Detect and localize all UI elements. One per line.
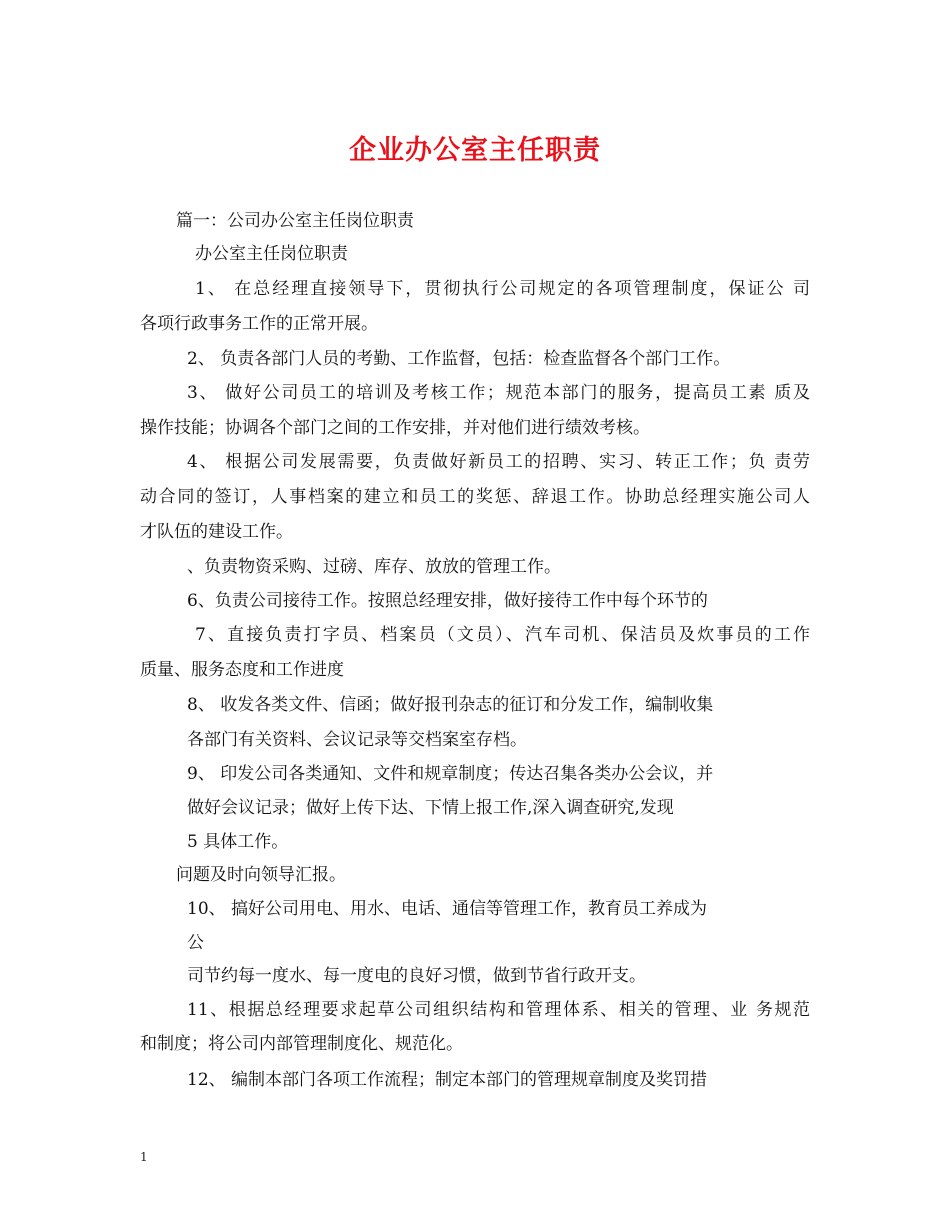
text-line: 问题及时向领导汇报。: [176, 865, 346, 885]
text-line: 才队伍的建设工作。: [140, 522, 293, 542]
text-line: 10、 搞好公司用电、用水、电话、通信等管理工作，教育员工养成为: [187, 899, 708, 919]
text-line: 各部门有关资料、会议记录等交档案室存档。: [187, 730, 527, 750]
text-line: 5 具体工作。: [187, 832, 289, 852]
text-line: 6、负责公司接待工作。按照总经理安排，做好接待工作中每个环节的: [187, 591, 708, 611]
text-line: 9、 印发公司各类通知、文件和规章制度；传达召集各类办公会议，并: [187, 764, 714, 784]
text-line: 各项行政事务工作的正常开展。: [140, 314, 378, 334]
text-line: 11、根据总经理要求起草公司组织结构和管理体系、相关的管理、业 务规范: [187, 1000, 810, 1020]
text-line: 、负责物资采购、过磅、库存、放放的管理工作。: [187, 557, 561, 577]
text-line: 8、 收发各类文件、信函；做好报刊杂志的征订和分发工作，编制收集: [187, 695, 714, 715]
text-line: 1、 在总经理直接领导下，贯彻执行公司规定的各项管理制度，保证公 司: [195, 279, 810, 299]
text-line: 质量、服务态度和工作进度: [140, 660, 344, 680]
text-line: 和制度；将公司内部管理制度化、规范化。: [140, 1034, 463, 1054]
text-line: 篇一：公司办公室主任岗位职责: [176, 211, 414, 231]
text-line: 2、 负责各部门人员的考勤、工作监督，包括：检查监督各个部门工作。: [187, 349, 731, 369]
text-line: 司节约每一度水、每一度电的良好习惯，做到节省行政开支。: [187, 966, 646, 986]
document-title: 企业办公室主任职责: [349, 135, 601, 166]
text-line: 办公室主任岗位职责: [195, 244, 348, 264]
text-line: 做好会议记录；做好上传下达、下情上报工作,深入调查研究,发现: [187, 798, 674, 818]
page-number: 1: [140, 1150, 148, 1164]
text-line: 操作技能；协调各个部门之间的工作安排，并对他们进行绩效考核。: [140, 418, 650, 438]
text-line: 公: [187, 933, 204, 953]
text-line: 12、 编制本部门各项工作流程；制定本部门的管理规章制度及奖罚措: [187, 1070, 708, 1090]
text-line: 动合同的签订，人事档案的建立和员工的奖惩、辞退工作。协助总经理实施公司人: [140, 487, 810, 507]
text-line: 7、直接负责打字员、档案员（文员）、汽车司机、保洁员及炊事员的工作: [195, 625, 810, 645]
text-line: 3、 做好公司员工的培训及考核工作；规范本部门的服务，提高员工素 质及: [187, 383, 810, 403]
text-line: 4、 根据公司发展需要，负责做好新员工的招聘、实习、转正工作；负 责劳: [187, 452, 810, 472]
